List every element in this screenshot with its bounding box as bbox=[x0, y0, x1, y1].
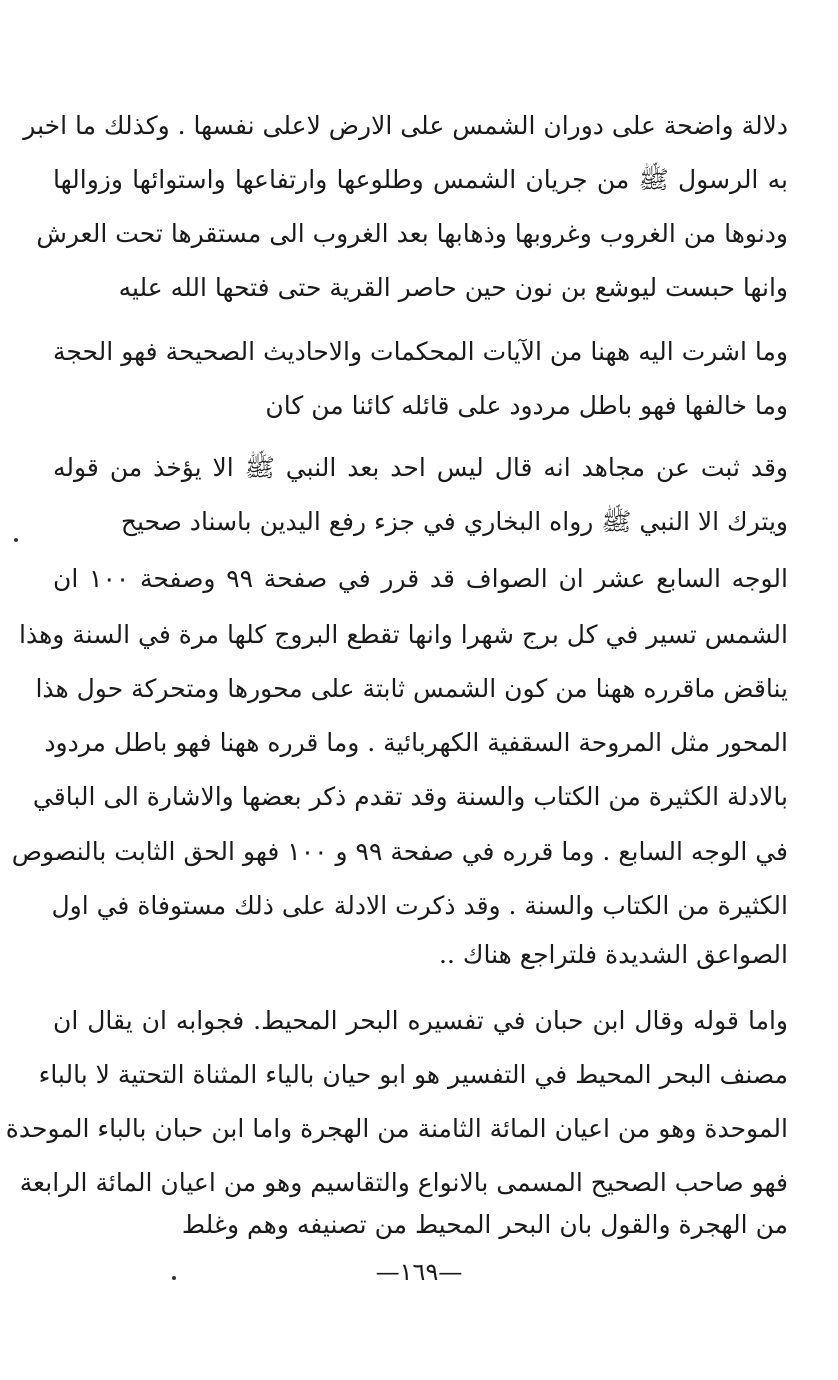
text-line: يناقض ماقرره ههنا من كون الشمس ثابتة على محورها ومتحركة حول هذا bbox=[35, 674, 788, 703]
text-line: مصنف البحر المحيط في التفسير هو ابو حيان بالياء المثناة التحتية لا بالباء bbox=[38, 1060, 788, 1089]
text-line: به الرسول ﷺ من جريان الشمس وطلوعها وارتفاعها واستوائها وزوالها bbox=[53, 165, 788, 194]
scan-speck bbox=[14, 538, 18, 542]
text-line: وما خالفها فهو باطل مردود على قائله كائنا من كان bbox=[265, 391, 788, 420]
scan-speck bbox=[172, 1276, 176, 1280]
page-number: —١٦٩— bbox=[375, 1258, 463, 1286]
text-line: الوجه السابع عشر ان الصواف قد قرر في صفحة ٩٩ وصفحة ١٠٠ ان bbox=[53, 564, 788, 593]
text-line: واما قوله وقال ابن حبان في تفسيره البحر المحيط. فجوابه ان يقال ان bbox=[53, 1006, 788, 1035]
text-line: بالادلة الكثيرة من الكتاب والسنة وقد تقدم ذكر بعضها والاشارة الى الباقي bbox=[32, 782, 788, 811]
text-line: الشمس تسير في كل برج شهرا وانها تقطع البروج كلها مرة في السنة وهذا bbox=[19, 620, 788, 649]
text-line: وانها حبست ليوشع بن نون حين حاصر القرية حتى فتحها الله عليه bbox=[118, 273, 788, 302]
text-line: المحور مثل المروحة السقفية الكهربائية . وما قرره ههنا فهو باطل مردود bbox=[44, 728, 788, 757]
text-line: الكثيرة من الكتاب والسنة . وقد ذكرت الادلة على ذلك مستوفاة في اول bbox=[51, 891, 788, 920]
text-line: الصواعق الشديدة فلتراجع هناك .. bbox=[439, 940, 788, 969]
text-line: ويترك الا النبي ﷺ رواه البخاري في جزء رفع اليدين باسناد صحيح bbox=[120, 507, 788, 536]
text-line: في الوجه السابع . وما قرره في صفحة ٩٩ و ١٠٠ فهو الحق الثابت بالنصوص bbox=[11, 837, 788, 866]
text-line: دلالة واضحة على دوران الشمس على الارض لاعلى نفسها . وكذلك ما اخبر bbox=[23, 111, 788, 140]
text-line: وقد ثبت عن مجاهد انه قال ليس احد بعد النبي ﷺ الا يؤخذ من قوله bbox=[53, 453, 788, 482]
text-line: الموحدة وهو من اعيان المائة الثامنة من الهجرة واما ابن حبان بالباء الموحدة bbox=[5, 1114, 788, 1143]
text-line: من الهجرة والقول بان البحر المحيط من تصنيفه وهم وغلط bbox=[181, 1210, 788, 1239]
text-line: فهو صاحب الصحيح المسمى بالانواع والتقاسيم وهو من اعيان المائة الرابعة bbox=[19, 1168, 788, 1197]
text-line: وما اشرت اليه ههنا من الآيات المحكمات والاحاديث الصحيحة فهو الحجة bbox=[53, 337, 788, 366]
text-line: ودنوها من الغروب وغروبها وذهابها بعد الغروب الى مستقرها تحت العرش bbox=[36, 219, 788, 248]
